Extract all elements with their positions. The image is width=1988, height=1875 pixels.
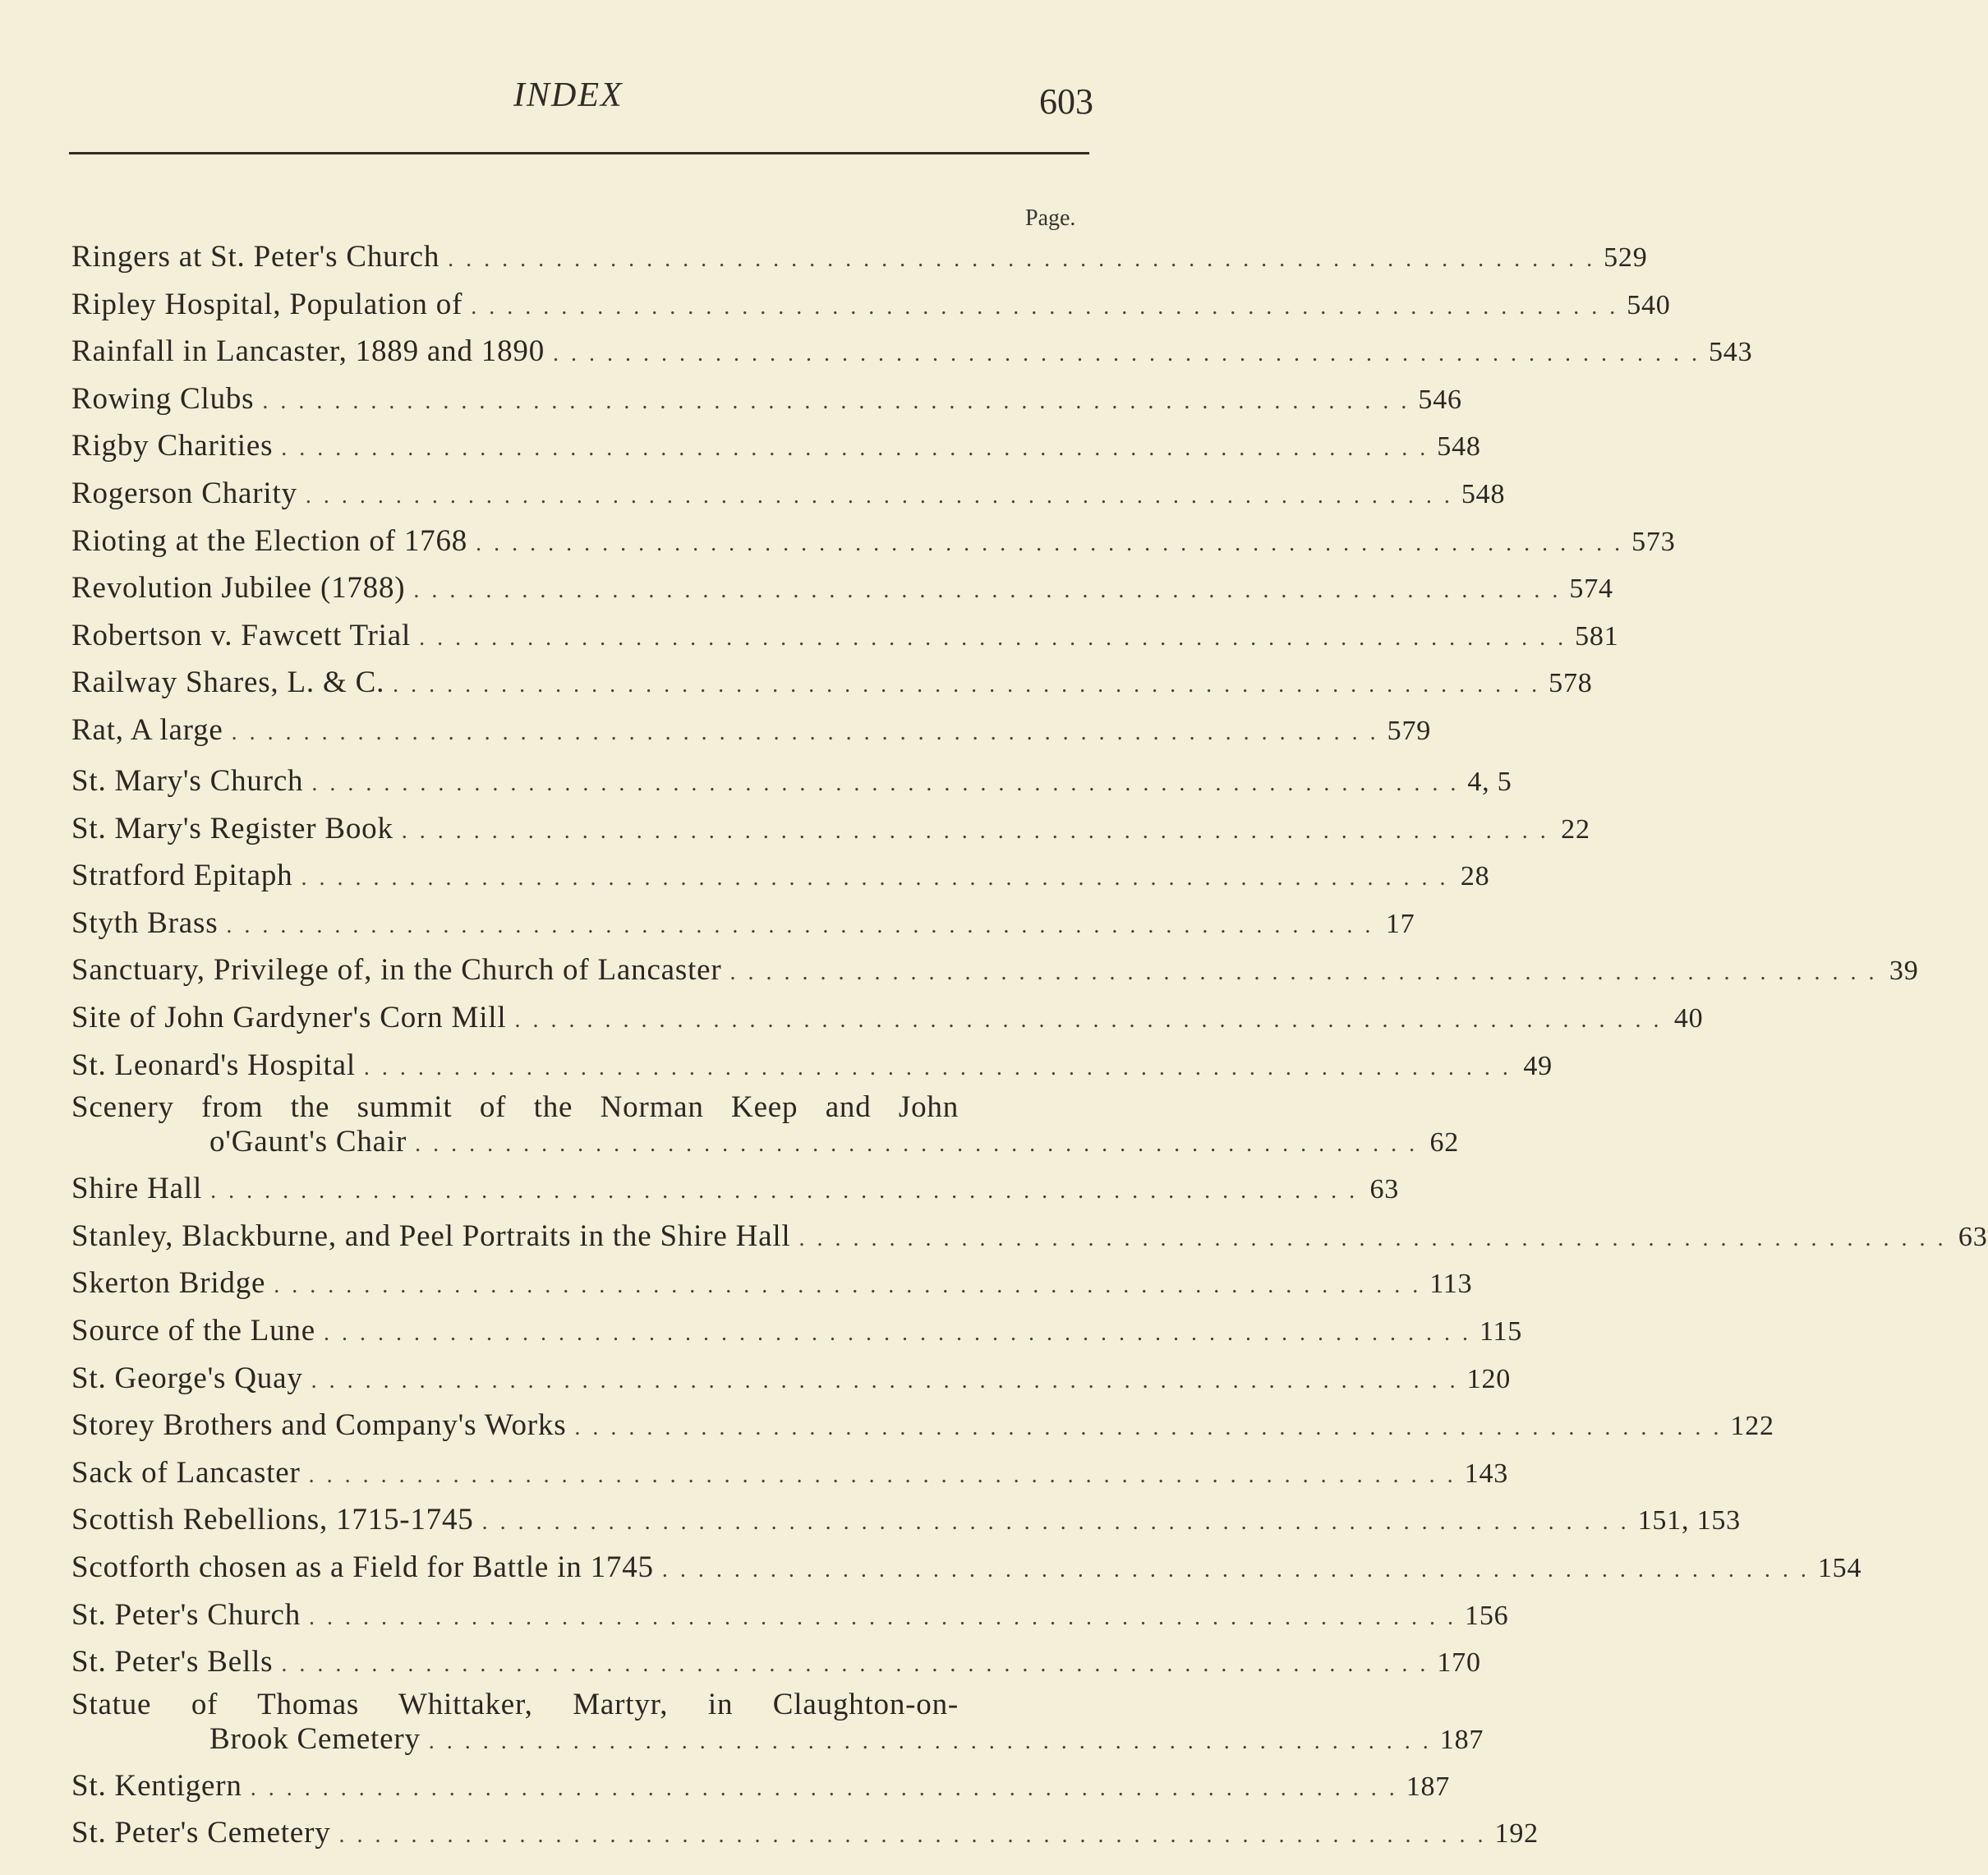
index-term: Skerton Bridge	[71, 1266, 266, 1301]
index-term: Rogerson Charity	[71, 476, 297, 510]
dot-leader: . . . . . . . . . . . . . . . . . . . . . . . . . . . . . . . . . . . . . . . . . . . . . . . . . . . . . . . . . . . . . . . .	[413, 578, 1562, 604]
dot-leader: . . . . . . . . . . . . . . . . . . . . . . . . . . . . . . . . . . . . . . . . . . . . . . . . . . . . . . . . . . . . . . . .	[323, 1320, 1471, 1346]
index-pages: 578	[1549, 668, 1593, 699]
index-pages: 120	[1466, 1363, 1512, 1394]
index-entry	[71, 1811, 1539, 1859]
index-pages: 151, 153	[1637, 1505, 1741, 1536]
index-pages: 529	[1604, 242, 1648, 273]
header-rule	[69, 152, 1089, 154]
index-term: Scotforth chosen as a Field for Battle in 1745	[71, 1550, 654, 1584]
index-pages: 540	[1627, 289, 1671, 320]
dot-leader: . . . . . . . . . . . . . . . . . . . . . . . . . . . . . . . . . . . . . . . . . . . . . . . . . . . . . . . . . . . . . . . .	[338, 1822, 1487, 1849]
page-number: 603	[1039, 81, 1093, 122]
dot-leader: . . . . . . . . . . . . . . . . . . . . . . . . . . . . . . . . . . . . . . . . . . . . . . . . . . . . . . . . . . . . . . . .	[448, 246, 1596, 272]
index-pages: 573	[1631, 526, 1676, 557]
index-term: Shire Hall	[71, 1172, 203, 1206]
index-pages: 154	[1817, 1552, 1862, 1583]
dot-leader: . . . . . . . . . . . . . . . . . . . . . . . . . . . . . . . . . . . . . . . . . . . . . . . . . . . . . . . . . . . . . . . .	[281, 1652, 1429, 1678]
index-term: Ringers at St. Peter's Church	[71, 240, 440, 274]
dot-leader: . . . . . . . . . . . . . . . . . . . . . . . . . . . . . . . . . . . . . . . . . . . . . . . . . . . . . . . . . . . . . . . .	[305, 482, 1453, 509]
index-entry	[71, 329, 1753, 377]
running-title: INDEX	[513, 76, 624, 114]
dot-leader: . . . . . . . . . . . . . . . . . . . . . . . . . . . . . . . . . . . . . . . . . . . . . . . . . . . . . . . . . . . . . . . .	[308, 1462, 1456, 1488]
index-pages: 548	[1461, 478, 1506, 509]
index-entry	[71, 1357, 1512, 1404]
index-pages: 543	[1709, 337, 1753, 368]
dot-leader: . . . . . . . . . . . . . . . . . . . . . . . . . . . . . . . . . . . . . . . . . . . . . . . . . . . . . . . . . . . . . . . .	[481, 1509, 1630, 1536]
index-pages: 574	[1569, 574, 1613, 605]
index-entry	[71, 996, 1704, 1043]
index-pages: 4, 5	[1467, 767, 1512, 797]
index-term-continuation: Brook Cemetery	[209, 1721, 421, 1756]
index-term: Rat, A large	[71, 712, 223, 747]
index-term: Rainfall in Lancaster, 1889 and 1890	[71, 334, 545, 369]
dot-leader: . . . . . . . . . . . . . . . . . . . . . . . . . . . . . . . . . . . . . . . . . . . . . . . . . . . . . . . . . . . . . . . .	[471, 293, 1619, 320]
index-pages: 113	[1429, 1269, 1473, 1300]
index-entry	[71, 566, 1613, 614]
index-pages: 546	[1418, 384, 1462, 415]
dot-leader: . . . . . . . . . . . . . . . . . . . . . . . . . . . . . . . . . . . . . . . . . . . . . . . . . . . . . . . . . . . . . . . .	[311, 771, 1460, 796]
index-term: St. George's Quay	[71, 1361, 303, 1395]
index-term: Rowing Clubs	[71, 381, 255, 416]
index-entry	[71, 948, 1919, 996]
index-entry	[71, 235, 1648, 283]
index-term: St. Mary's Register Book	[71, 811, 393, 845]
index-term: St. Mary's Church	[71, 764, 304, 798]
index-term: Scottish Rebellions, 1715-1745	[71, 1503, 474, 1537]
index-entry	[71, 1167, 1400, 1214]
index-group-r	[0, 235, 1753, 756]
index-entry	[71, 519, 1676, 567]
index-term: Rioting at the Election of 1768	[71, 523, 468, 558]
index-pages: 548	[1437, 431, 1481, 463]
dot-leader: . . . . . . . . . . . . . . . . . . . . . . . . . . . . . . . . . . . . . . . . . . . . . . . . . . . . . . . . . . . . . . . .	[210, 1178, 1359, 1205]
index-term: Revolution Jubilee (1788)	[71, 571, 406, 606]
index-pages: 122	[1730, 1411, 1774, 1442]
index-term: Storey Brothers and Company's Works	[71, 1408, 567, 1443]
dot-leader: . . . . . . . . . . . . . . . . . . . . . . . . . . . . . . . . . . . . . . . . . . . . . . . . . . . . . . . . . . . . . . . .	[311, 1367, 1459, 1394]
index-term: St. Leonard's Hospital	[71, 1048, 356, 1082]
dot-leader: . . . . . . . . . . . . . . . . . . . . . . . . . . . . . . . . . . . . . . . . . . . . . . . . . . . . . . . . . . . . . . . .	[301, 865, 1449, 891]
index-entry	[71, 1687, 1484, 1764]
index-pages: 187	[1439, 1724, 1484, 1755]
dot-leader: . . . . . . . . . . . . . . . . . . . . . . . . . . . . . . . . . . . . . . . . . . . . . . . . . . . . . . . . . . . . . . . .	[274, 1273, 1422, 1299]
index-term: Robertson v. Fawcett Trial	[71, 618, 412, 652]
index-term: Railway Shares, L. & C.	[71, 666, 385, 700]
index-entry	[71, 472, 1506, 519]
index-entry	[71, 1261, 1473, 1309]
dot-leader: . . . . . . . . . . . . . . . . . . . . . . . . . . . . . . . . . . . . . . . . . . . . . . . . . . . . . . . .	[428, 1728, 1432, 1754]
index-entry	[71, 708, 1432, 756]
index-entry	[71, 901, 1415, 949]
dot-leader: . . . . . . . . . . . . . . . . . . . . . . . . . . . . . . . . . . . . . . . . . . . . . . . . . . . . . . . .	[415, 1131, 1419, 1158]
dot-leader: . . . . . . . . . . . . . . . . . . . . . . . . . . . . . . . . . . . . . . . . . . . . . . . . . . . . . . . . . . . . . . . .	[309, 1604, 1457, 1630]
index-entry	[71, 283, 1671, 330]
index-term: Styth Brass	[71, 905, 219, 940]
index-entry	[71, 661, 1593, 708]
index-pages: 17	[1385, 908, 1415, 939]
index-term: Scenery from the summit of the Norman Keep and John	[71, 1090, 959, 1125]
index-entry	[71, 614, 1619, 661]
running-head	[0, 72, 1200, 122]
index-group-s	[0, 759, 1988, 1859]
index-entry	[71, 1309, 1523, 1357]
dot-leader: . . . . . . . . . . . . . . . . . . . . . . . . . . . . . . . . . . . . . . . . . . . . . . . . . . . . . . . . . . . . . . . .	[250, 1775, 1398, 1801]
index-term: St. Peter's Church	[71, 1597, 301, 1632]
index-term: Sack of Lancaster	[71, 1455, 301, 1490]
index-pages: 40	[1673, 1002, 1704, 1034]
index-term: Statue of Thomas Whittaker, Martyr, in Claughton-on-	[71, 1687, 959, 1721]
index-pages: 63	[1369, 1174, 1400, 1205]
index-entry	[71, 1214, 1988, 1262]
dot-leader: . . . . . . . . . . . . . . . . . . . . . . . . . . . . . . . . . . . . . . . . . . . . . . . . . . . . . . . . . . . . . . . .	[729, 960, 1878, 986]
dot-leader: . . . . . . . . . . . . . . . . . . . . . . . . . . . . . . . . . . . . . . . . . . . . . . . . . . . . . . . . . . . . . . . .	[476, 530, 1624, 556]
index-pages: 115	[1479, 1315, 1523, 1347]
index-term: Source of the Lune	[71, 1313, 315, 1348]
index-entry	[71, 1546, 1862, 1593]
dot-leader: . . . . . . . . . . . . . . . . . . . . . . . . . . . . . . . . . . . . . . . . . . . . . . . . . . . . . . . . . . . . . . . .	[393, 672, 1541, 698]
index-entry	[71, 1090, 1460, 1167]
index-pages: 187	[1406, 1771, 1451, 1802]
index-term: Stanley, Blackburne, and Peel Portraits in the Shire Hall	[71, 1219, 791, 1253]
index-entry	[71, 1640, 1481, 1688]
dot-leader: . . . . . . . . . . . . . . . . . . . . . . . . . . . . . . . . . . . . . . . . . . . . . . . . . . . . . . . . . . . . . . . .	[262, 388, 1410, 414]
dot-leader: . . . . . . . . . . . . . . . . . . . . . . . . . . . . . . . . . . . . . . . . . . . . . . . . . . . . . . . . . . . . . . . .	[661, 1556, 1810, 1582]
index-entry	[71, 377, 1462, 425]
dot-leader: . . . . . . . . . . . . . . . . . . . . . . . . . . . . . . . . . . . . . . . . . . . . . . . . . . . . . . . . . . . . . . . .	[226, 912, 1374, 938]
index-pages: 579	[1387, 715, 1432, 746]
index-pages: 143	[1464, 1458, 1509, 1489]
index-entry	[71, 1764, 1451, 1812]
dot-leader: . . . . . . . . . . . . . . . . . . . . . . . . . . . . . . . . . . . . . . . . . . . . . . . . . . . . . . . . . . . . . . . .	[514, 1007, 1663, 1033]
dot-leader: . . . . . . . . . . . . . . . . . . . . . . . . . . . . . . . . . . . . . . . . . . . . . . . . . . . . . . . . . . . . . . . .	[401, 818, 1549, 844]
index-entry	[71, 759, 1512, 807]
dot-leader: . . . . . . . . . . . . . . . . . . . . . . . . . . . . . . . . . . . . . . . . . . . . . . . . . . . . . . . . . . . . . . . .	[798, 1225, 1947, 1251]
index-term: Sanctuary, Privilege of, in the Church of Lancaster	[71, 953, 722, 988]
index-entry	[71, 1451, 1509, 1499]
index-pages: 170	[1437, 1647, 1481, 1679]
index-pages: 581	[1575, 620, 1619, 652]
index-term: Site of John Gardyner's Corn Mill	[71, 1000, 507, 1034]
index-pages: 156	[1465, 1600, 1509, 1631]
index-term: Ripley Hospital, Population of	[71, 287, 463, 321]
index-term: St. Peter's Bells	[71, 1645, 274, 1679]
page-column-label: Page.	[1025, 205, 1076, 231]
index-entry	[71, 1498, 1741, 1546]
index-term: St. Kentigern	[71, 1768, 242, 1803]
index-entry	[71, 807, 1590, 855]
index-term: Stratford Epitaph	[71, 859, 293, 893]
dot-leader: . . . . . . . . . . . . . . . . . . . . . . . . . . . . . . . . . . . . . . . . . . . . . . . . . . . . . . . . . . . . . . . .	[574, 1415, 1723, 1441]
index-term: St. Peter's Cemetery	[71, 1816, 331, 1850]
index-pages: 39	[1889, 956, 1919, 987]
index-pages: 192	[1494, 1818, 1539, 1850]
index-pages: 63	[1958, 1221, 1988, 1252]
index-pages: 28	[1460, 861, 1490, 892]
dot-leader: . . . . . . . . . . . . . . . . . . . . . . . . . . . . . . . . . . . . . . . . . . . . . . . . . . . . . . . . . . . . . . . .	[281, 435, 1429, 462]
dot-leader: . . . . . . . . . . . . . . . . . . . . . . . . . . . . . . . . . . . . . . . . . . . . . . . . . . . . . . . . . . . . . . . .	[231, 719, 1379, 745]
index-entry	[71, 1403, 1774, 1451]
dot-leader: . . . . . . . . . . . . . . . . . . . . . . . . . . . . . . . . . . . . . . . . . . . . . . . . . . . . . . . . . . . . . . . .	[553, 341, 1700, 367]
index-entry	[71, 424, 1481, 472]
dot-leader: . . . . . . . . . . . . . . . . . . . . . . . . . . . . . . . . . . . . . . . . . . . . . . . . . . . . . . . . . . . . . . . .	[363, 1054, 1512, 1080]
index-pages: 49	[1523, 1050, 1553, 1081]
index-term: Rigby Charities	[71, 429, 274, 463]
index-entry	[71, 1043, 1553, 1091]
index-entry	[71, 1593, 1509, 1641]
dot-leader: . . . . . . . . . . . . . . . . . . . . . . . . . . . . . . . . . . . . . . . . . . . . . . . . . . . . . . . . . . . . . . . .	[419, 624, 1567, 651]
index-term-continuation: o'Gaunt's Chair	[209, 1125, 407, 1159]
index-pages: 22	[1561, 813, 1590, 845]
index-pages: 62	[1429, 1127, 1460, 1159]
index-entry	[71, 854, 1490, 901]
